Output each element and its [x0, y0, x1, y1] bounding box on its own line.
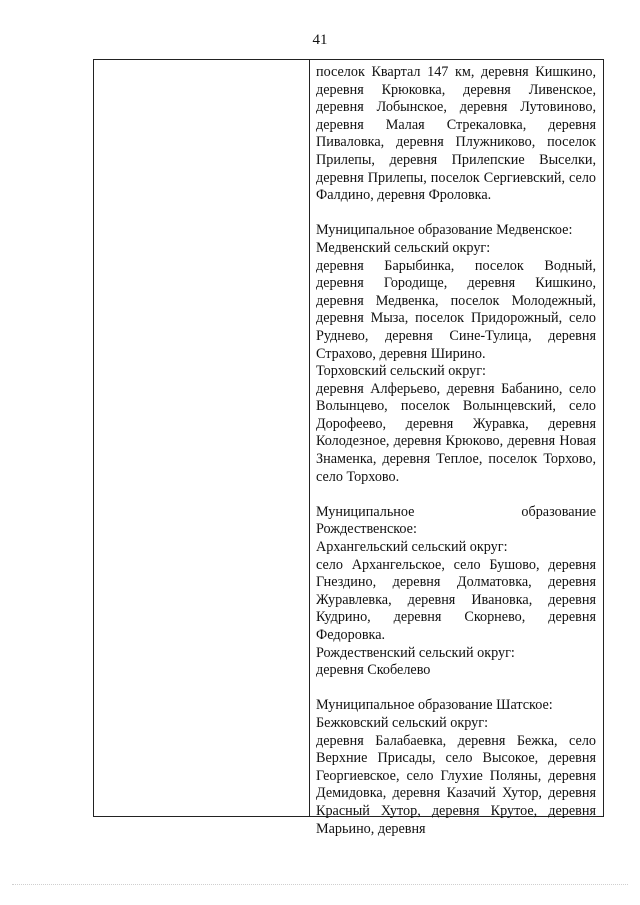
municipality-heading: Муниципальное образование Медвенское: [316, 222, 573, 239]
district-settlements: деревня Барыбинка, поселок Водный, деревня Городище, деревня Кишкино, деревня Медвенка, поселок Молодежный, деревня Мыза, поселок Придорожный, село Руднево, деревня Сине-Тулица, деревня Страхово, деревня Ширино. [316, 257, 596, 362]
municipality-heading-word: образование [521, 503, 596, 520]
block-gap [316, 205, 596, 223]
municipality-heading-name: Рождественское: [316, 521, 417, 538]
page-number: 41 [312, 32, 328, 48]
municipality-heading [316, 504, 596, 522]
district-settlements: село Архангельское, село Бушово, деревня Гнездино, деревня Долматовка, деревня Журавлевка, деревня Ивановка, деревня Кудрино, деревня Скорнево, деревня Федоровка. [316, 556, 596, 643]
district-settlements: деревня Балабаевка, деревня Бежка, село Верхние Присады, село Высокое, деревня Георгиевское, село Глухие Поляны, деревня Демидовка, деревня Казачий Хутор, деревня Красный Хутор, деревня Крутое, деревня Марьино, деревня [316, 732, 596, 837]
district-settlements: деревня Алферьево, деревня Бабанино, село Волынцево, поселок Волынцевский, село Дорофеево, деревня Журавка, деревня Колодезное, деревня Крюково, деревня Новая Знаменка, деревня Теплое, поселок Торхово, село Торхово. [316, 380, 596, 485]
district-settlements: деревня Скобелево [316, 662, 431, 679]
settlements-continuation: поселок Квартал 147 км, деревня Кишкино, деревня Крюковка, деревня Ливенское, деревня Лобынское, деревня Лутовиново, деревня Малая Стрекаловка, деревня Пиваловка, деревня Плужниково, поселок Прилепы, деревня Прилепские Выселки, деревня Прилепы, поселок Сергиевский, село Фалдино, деревня Фроловка. [316, 64, 596, 204]
settlements-cell [316, 64, 596, 838]
municipality-heading: Муниципальное образование Шатское: [316, 697, 553, 714]
block-gap [316, 486, 596, 504]
document-table [93, 59, 604, 837]
district-heading: Торховский сельский округ: [316, 363, 486, 380]
column-divider [309, 60, 310, 816]
district-heading: Архангельский сельский округ: [316, 539, 508, 556]
district-heading: Медвенский сельский округ: [316, 239, 491, 256]
scan-artifact [12, 884, 628, 889]
district-heading: Рождественский сельский округ: [316, 644, 515, 661]
municipality-heading-word: Муниципальное [316, 503, 415, 520]
district-heading: Бежковский сельский округ: [316, 714, 489, 731]
block-gap [316, 680, 596, 698]
